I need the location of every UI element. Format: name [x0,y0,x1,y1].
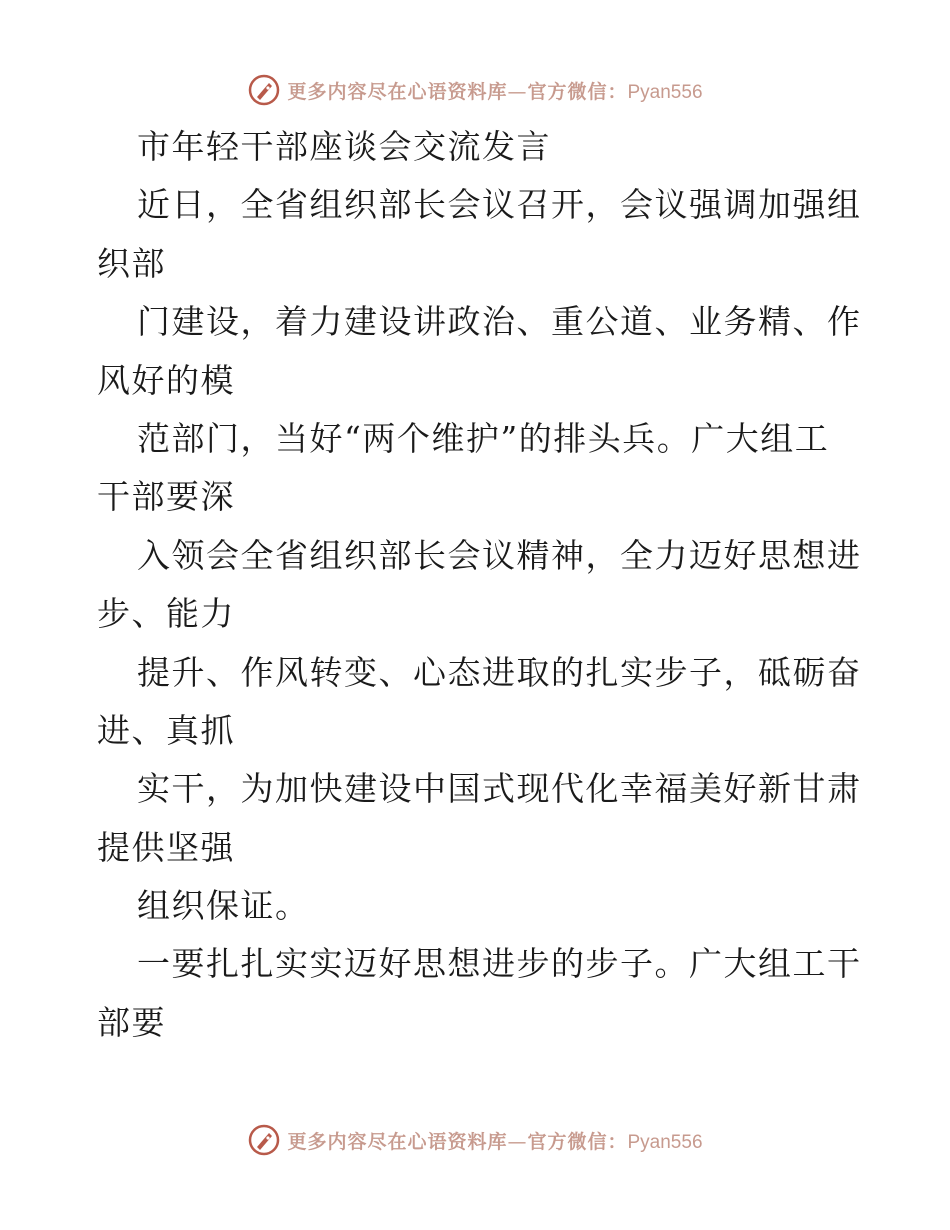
paragraph-line: 一要扎扎实实迈好思想进步的步子。广大组工干 [137,944,862,984]
paragraph-line: 织部 [97,243,166,283]
paragraph-line: 提供坚强 [97,827,235,867]
paragraph-line: 干部要深 [97,477,235,517]
paragraph-line: 提升、作风转变、心态进取的扎实步子，砥砺奋 [137,652,862,692]
paragraph-line: 范部门，当好“两个维护”的排头兵。广大组工 [137,418,830,458]
paragraph-line: 门建设，着力建设讲政治、重公道、业务精、作 [137,302,862,342]
watermark-id: Pyan556 [627,1131,703,1153]
watermark-separator: — [507,80,528,103]
document-body [97,118,862,1052]
header-watermark [0,70,950,110]
watermark-label: 官方微信： [527,80,628,103]
paragraph-line: 实干，为加快建设中国式现代化幸福美好新甘肃 [137,769,862,809]
pen-nib-seal-icon [247,1123,281,1157]
watermark-text [287,1127,702,1154]
paragraph-line: 风好的模 [97,360,235,400]
watermark-main: 更多内容尽在心语资料库 [287,80,508,103]
watermark-main: 更多内容尽在心语资料库 [287,1130,508,1153]
watermark-text [287,77,702,104]
paragraph-line: 部要 [97,1002,166,1042]
watermark-id: Pyan556 [627,81,703,103]
document-title: 市年轻干部座谈会交流发言 [137,127,551,166]
paragraph-line: 组织保证。 [137,886,310,926]
watermark-separator: — [507,1130,528,1153]
paragraph-line: 进、真抓 [97,710,235,750]
watermark-label: 官方微信： [527,1130,628,1153]
paragraph-line: 入领会全省组织部长会议精神，全力迈好思想进 [137,535,862,575]
paragraph-line: 步、能力 [97,594,235,634]
footer-watermark [0,1120,950,1160]
paragraph-line: 近日，全省组织部长会议召开，会议强调加强组 [137,185,862,225]
pen-nib-seal-icon [247,73,281,107]
